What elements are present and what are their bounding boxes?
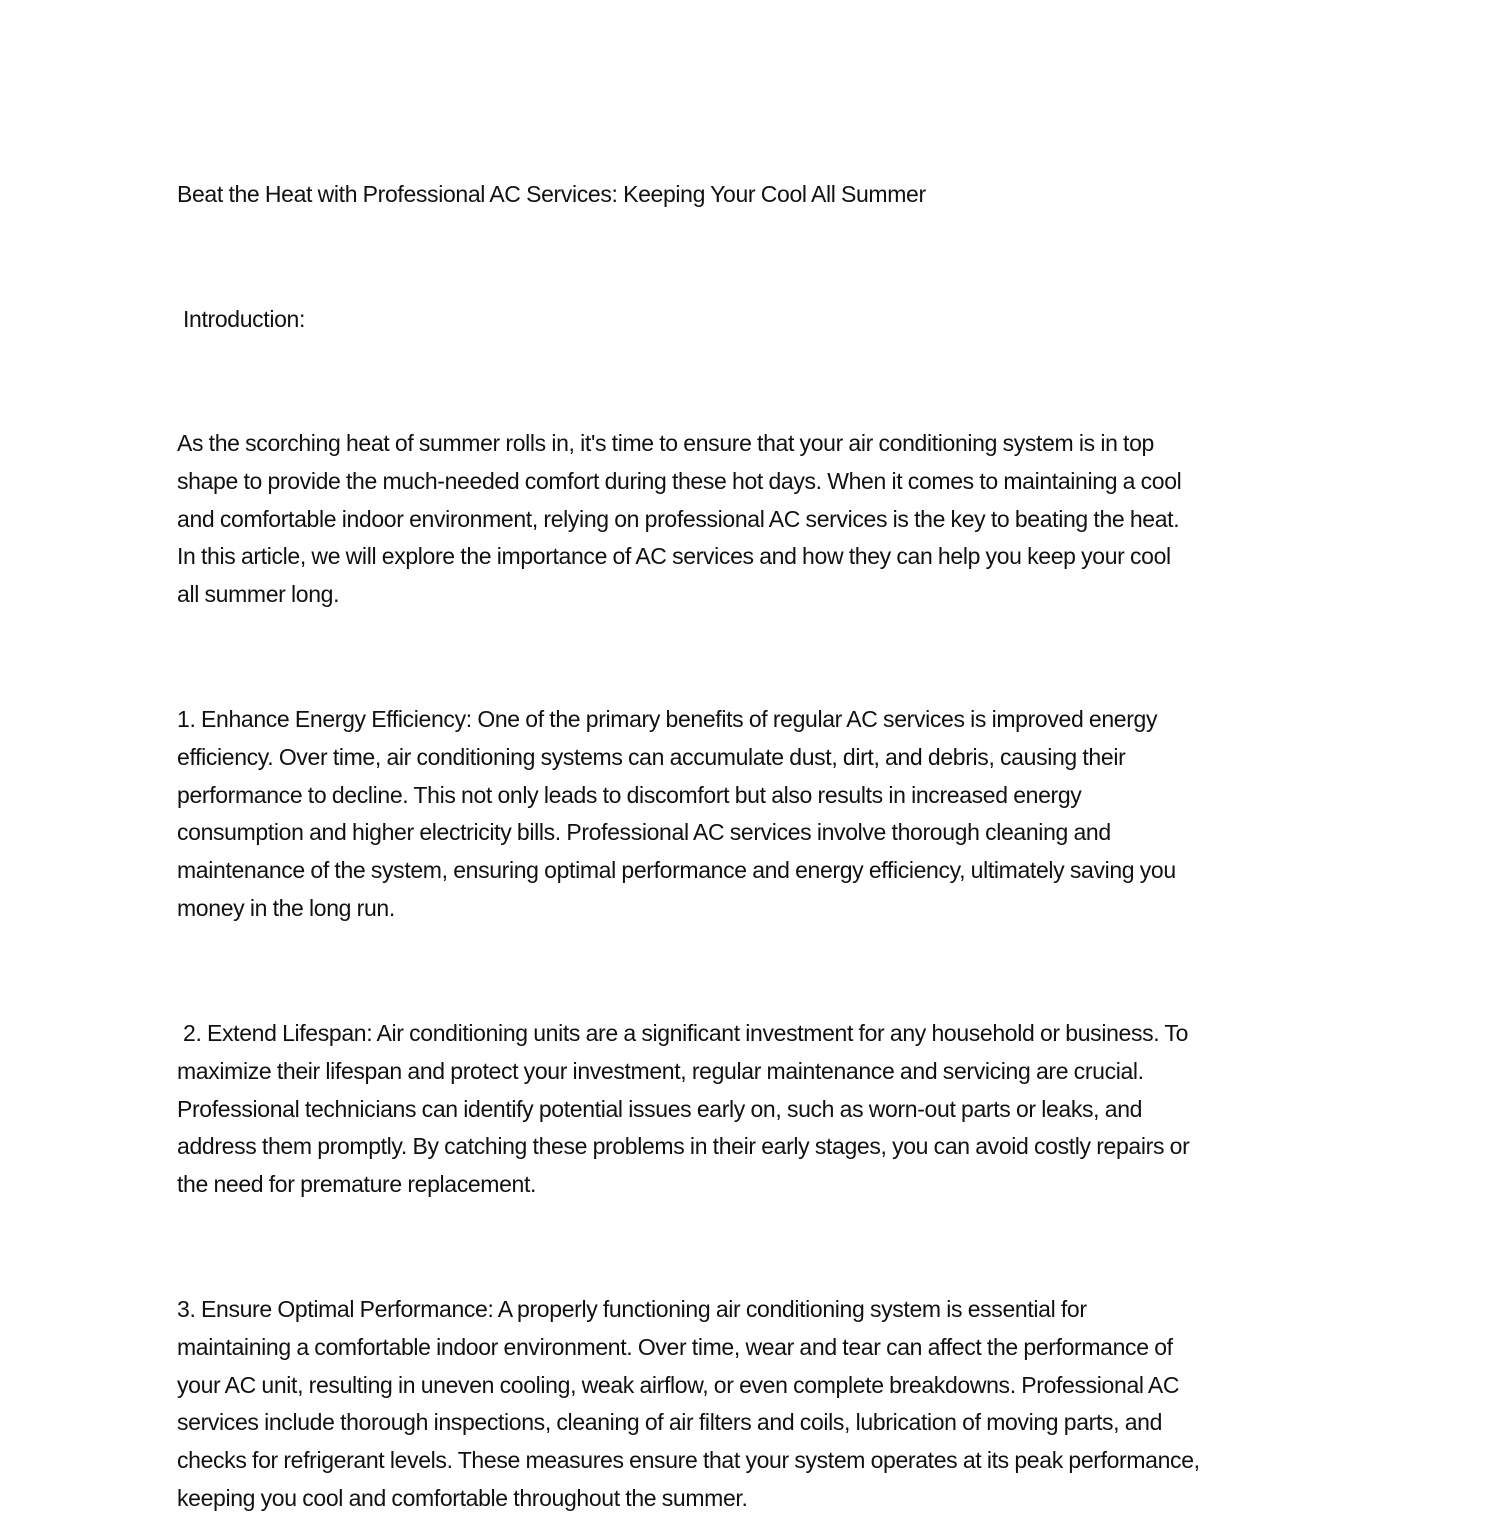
text-line: Professional technicians can identify potential issues early on, such as worn-out parts or leaks, and — [177, 1095, 1143, 1122]
text-line: As the scorching heat of summer rolls in, it's time to ensure that your air conditioning system is in top — [177, 430, 1154, 456]
text-line: shape to provide the much-needed comfort during these hot days. When it comes to maintaining a cool — [177, 467, 1182, 494]
text-line: maximize their lifespan and protect your investment, regular maintenance and servicing are crucial. — [177, 1057, 1144, 1084]
text-line: efficiency. Over time, air conditioning systems can accumulate dust, dirt, and debris, causing their — [177, 743, 1126, 770]
text-line: performance to decline. This not only leads to discomfort but also results in increased energy — [177, 781, 1082, 808]
paragraph-extend-lifespan — [177, 1015, 1189, 1204]
text-line: keeping you cool and comfortable throughout the summer. — [177, 1484, 748, 1511]
text-line: your AC unit, resulting in uneven cooling, weak airflow, or even complete breakdowns. Professional AC — [177, 1371, 1180, 1398]
text-line: money in the long run. — [177, 894, 395, 921]
text-line: 2. Extend Lifespan: Air conditioning units are a significant investment for any household or business. To — [183, 1020, 1189, 1046]
text-line: 3. Ensure Optimal Performance: A properly functioning air conditioning system is essential for — [177, 1296, 1087, 1322]
document-title: Beat the Heat with Professional AC Services: Keeping Your Cool All Summer — [177, 181, 926, 207]
text-line: In this article, we will explore the importance of AC services and how they can help you keep your cool — [177, 543, 1171, 570]
paragraph-introduction — [177, 425, 1181, 614]
text-line: services include thorough inspections, cleaning of air filters and coils, lubrication of moving parts, and — [177, 1409, 1163, 1436]
introduction-heading: Introduction: — [183, 306, 306, 332]
paragraph-optimal-performance — [177, 1291, 1200, 1518]
text-line: all summer long. — [177, 581, 340, 608]
text-line: the need for premature replacement. — [177, 1171, 537, 1198]
text-line: maintenance of the system, ensuring optimal performance and energy efficiency, ultimately saving you — [177, 857, 1176, 884]
text-line: address them promptly. By catching these problems in their early stages, you can avoid costly repairs or — [177, 1133, 1190, 1160]
text-line: and comfortable indoor environment, relying on professional AC services is the key to beating the heat. — [177, 505, 1180, 532]
paragraph-energy-efficiency — [177, 701, 1176, 928]
text-line: consumption and higher electricity bills. Professional AC services involve thorough cleaning and — [177, 819, 1111, 846]
text-line: checks for refrigerant levels. These measures ensure that your system operates at its peak performance, — [177, 1447, 1200, 1474]
text-line: maintaining a comfortable indoor environment. Over time, wear and tear can affect the performance of — [177, 1333, 1173, 1360]
text-line: 1. Enhance Energy Efficiency: One of the primary benefits of regular AC services is improved energy — [177, 706, 1158, 732]
